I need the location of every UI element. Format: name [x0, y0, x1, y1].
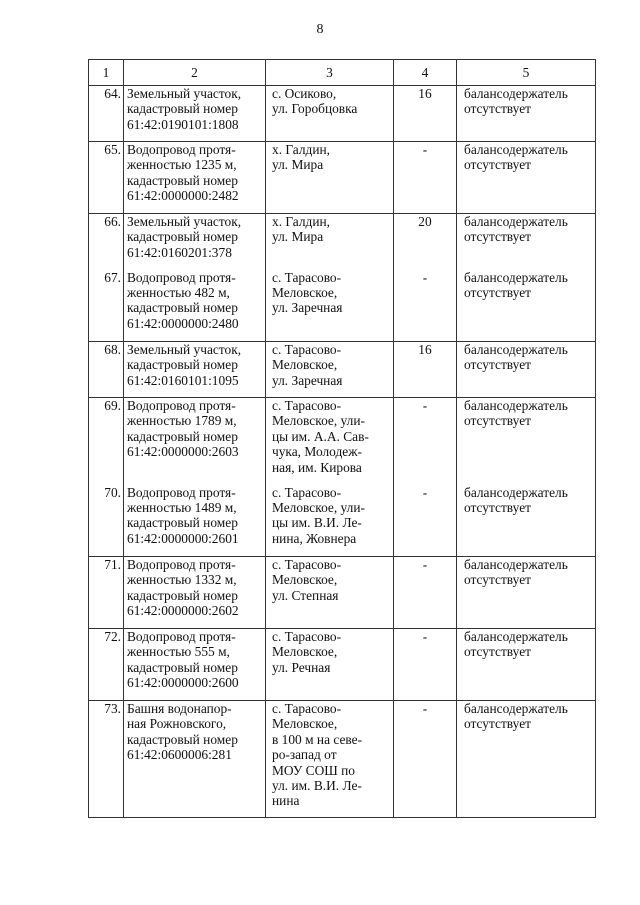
balance-holder: балансодержатель отсутствует: [457, 142, 596, 214]
object-address: с. Тарасово- Меловское, ул. Речная: [266, 629, 394, 701]
object-area: 20: [394, 214, 457, 270]
object-description: Земельный участок, кадастровый номер 61:42:0190101:1808: [124, 86, 266, 142]
object-description: Земельный участок, кадастровый номер 61:42:0160101:1095: [124, 342, 266, 398]
object-address: с. Тарасово- Меловское, ули- цы им. В.И. Ле- нина, Жовнера: [266, 485, 394, 557]
object-address: с. Тарасово- Меловское, ул. Степная: [266, 557, 394, 629]
property-registry-table: [88, 59, 596, 818]
object-description: Водопровод протя- женностью 1332 м, кадастровый номер 61:42:0000000:2602: [124, 557, 266, 629]
object-description: Водопровод протя- женностью 555 м, кадастровый номер 61:42:0000000:2600: [124, 629, 266, 701]
object-description: Водопровод протя- женностью 482 м, кадастровый номер 61:42:0000000:2480: [124, 270, 266, 342]
object-area: -: [394, 701, 457, 818]
table-row: [89, 214, 596, 270]
object-area: 16: [394, 342, 457, 398]
table-row: [89, 270, 596, 342]
row-number: 71.: [89, 557, 124, 629]
table-row: [89, 485, 596, 557]
header-row: [89, 60, 596, 86]
header-col-5: 5: [457, 60, 596, 86]
balance-holder: балансодержатель отсутствует: [457, 270, 596, 342]
table-row: [89, 142, 596, 214]
object-description: Водопровод протя- женностью 1235 м, кадастровый номер 61:42:0000000:2482: [124, 142, 266, 214]
object-description: Земельный участок, кадастровый номер 61:42:0160201:378: [124, 214, 266, 270]
row-number: 70.: [89, 485, 124, 557]
balance-holder: балансодержатель отсутствует: [457, 86, 596, 142]
object-address: х. Галдин, ул. Мира: [266, 214, 394, 270]
header-col-3: 3: [266, 60, 394, 86]
table-row: [89, 342, 596, 398]
row-number: 67.: [89, 270, 124, 342]
object-area: -: [394, 142, 457, 214]
row-number: 73.: [89, 701, 124, 818]
object-address: с. Тарасово- Меловское, ули- цы им. А.А. Сав- чука, Молодеж- ная, им. Кирова: [266, 398, 394, 485]
row-number: 69.: [89, 398, 124, 485]
table-row: [89, 557, 596, 629]
table-row: [89, 86, 596, 142]
object-description: Водопровод протя- женностью 1789 м, кадастровый номер 61:42:0000000:2603: [124, 398, 266, 485]
row-number: 72.: [89, 629, 124, 701]
object-area: -: [394, 629, 457, 701]
object-description: Башня водонапор- ная Рожновского, кадастровый номер 61:42:0600006:281: [124, 701, 266, 818]
object-address: с. Тарасово- Меловское, в 100 м на севе- ро-запад от МОУ СОШ по ул. им. В.И. Ле- нина: [266, 701, 394, 818]
table-row: [89, 629, 596, 701]
object-address: х. Галдин, ул. Мира: [266, 142, 394, 214]
page-number: 8: [316, 22, 324, 37]
table-row: [89, 398, 596, 485]
row-number: 68.: [89, 342, 124, 398]
balance-holder: балансодержатель отсутствует: [457, 701, 596, 818]
balance-holder: балансодержатель отсутствует: [457, 485, 596, 557]
header-col-4: 4: [394, 60, 457, 86]
balance-holder: балансодержатель отсутствует: [457, 214, 596, 270]
object-address: с. Тарасово- Меловское, ул. Заречная: [266, 270, 394, 342]
object-area: -: [394, 398, 457, 485]
object-address: с. Осиково, ул. Горобцовка: [266, 86, 394, 142]
object-area: -: [394, 557, 457, 629]
row-number: 64.: [89, 86, 124, 142]
object-description: Водопровод протя- женностью 1489 м, кадастровый номер 61:42:0000000:2601: [124, 485, 266, 557]
object-area: 16: [394, 86, 457, 142]
balance-holder: балансодержатель отсутствует: [457, 629, 596, 701]
balance-holder: балансодержатель отсутствует: [457, 342, 596, 398]
balance-holder: балансодержатель отсутствует: [457, 398, 596, 485]
row-number: 66.: [89, 214, 124, 270]
object-address: с. Тарасово- Меловское, ул. Заречная: [266, 342, 394, 398]
object-area: -: [394, 485, 457, 557]
object-area: -: [394, 270, 457, 342]
header-col-2: 2: [124, 60, 266, 86]
balance-holder: балансодержатель отсутствует: [457, 557, 596, 629]
row-number: 65.: [89, 142, 124, 214]
header-col-1: 1: [89, 60, 124, 86]
table-row: [89, 701, 596, 818]
